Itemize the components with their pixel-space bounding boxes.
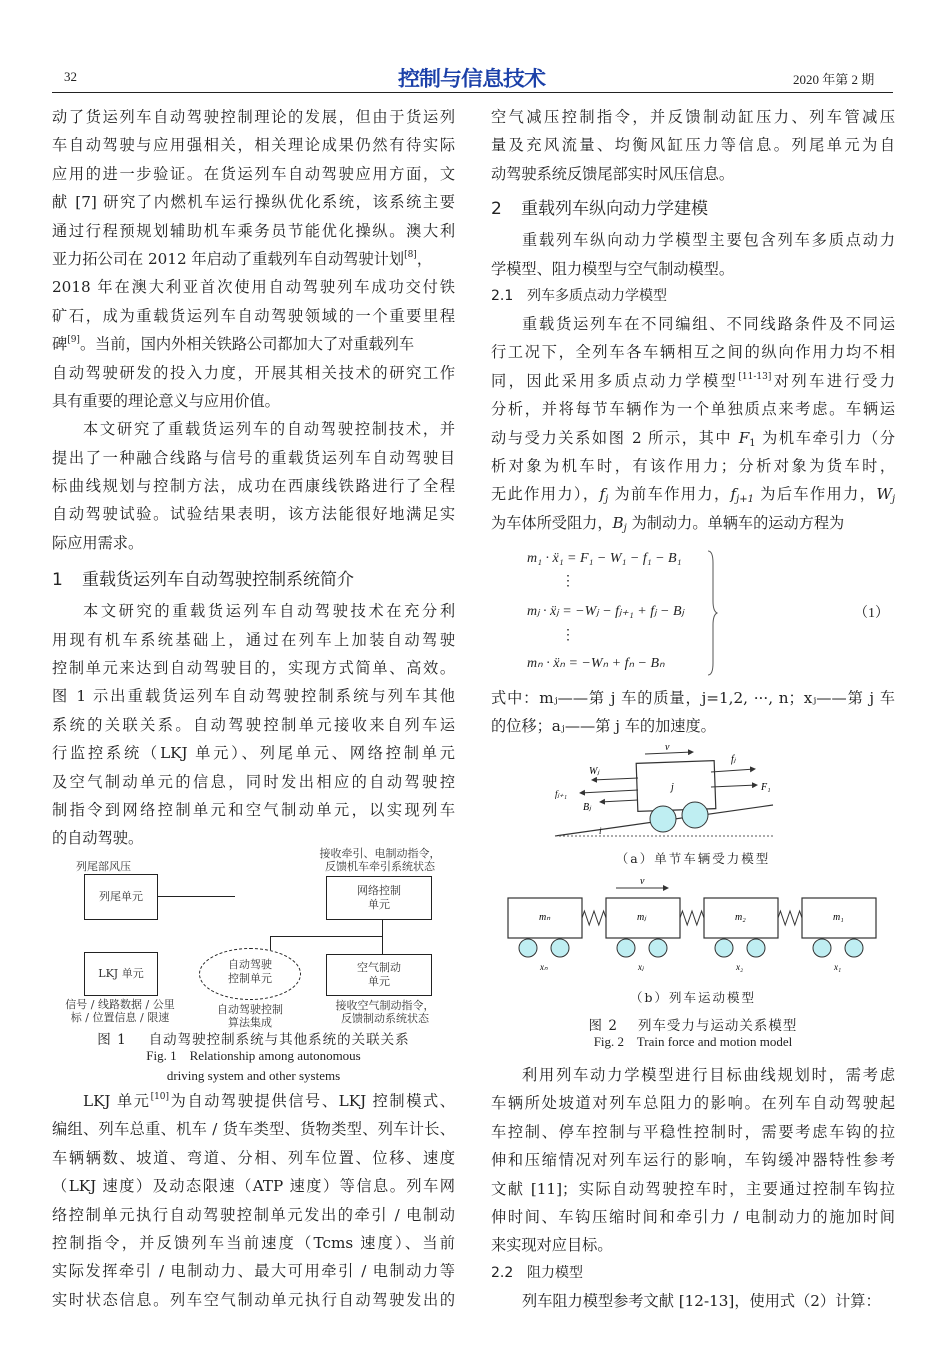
figure-title: 列车受力与运动关系模型 <box>637 1018 798 1034</box>
coupler-spring <box>680 911 704 925</box>
text: 为车体所受阻力， <box>491 513 613 532</box>
connector-line <box>270 936 383 937</box>
equation-ellipsis: ⋮ <box>561 574 575 589</box>
text-line <box>52 245 455 273</box>
text: 为前车作用力， <box>614 485 731 504</box>
header-rule <box>52 92 893 93</box>
tail-unit-label: 列尾单元 <box>99 890 143 903</box>
text-line: 及空气制动单元的信息，同时发出相应的自动驾驶控 <box>52 772 455 791</box>
text: 空气制动 <box>357 961 401 974</box>
text-line: 空气减压控制指令，并反馈制动缸压力、列车管减压 <box>491 108 895 126</box>
network-label-1: 接收牵引、电制动指令， <box>319 847 441 860</box>
equation-row-j: mⱼ · ẍⱼ = −Wⱼ − fⱼ₊₁ + fⱼ − Bⱼ <box>527 604 684 619</box>
lkj-unit-box <box>84 952 158 996</box>
text: 为制动力。单辆车的运动方程为 <box>631 513 845 532</box>
section-number: 1 <box>52 570 63 591</box>
wheel <box>715 939 733 957</box>
equation-1 <box>491 545 895 680</box>
text-line: 自动驾驶研发的投入力度，开展其相关技术的研究工作 <box>52 363 455 382</box>
citation: [8] <box>404 249 417 260</box>
text-line: 具有重要的理论意义与应用价值。 <box>52 391 280 410</box>
symbol-subscript: j <box>623 522 627 534</box>
section-heading-2-2 <box>491 1260 895 1287</box>
text-line: 分析，并将每节车辆作为一个单独质点来考虑。车辆运 <box>491 400 895 419</box>
text-line <box>491 480 895 508</box>
coupler-spring <box>582 911 606 925</box>
text-line <box>52 330 455 358</box>
figure-2b-train-diagram <box>500 876 895 986</box>
text-line: 车辆所处坡道对列车总阻力的影响。在列车自动驾驶起 <box>491 1094 895 1113</box>
text-line: 车控制、停车控制与平稳性控制时，需要考虑车钩的拉 <box>491 1122 895 1141</box>
text-line: 文献 [11]；实际自动驾驶控车时，主要通过控制车钩拉 <box>491 1179 895 1198</box>
text-line: 式中：mⱼ——第 j 车的质量，j=1,2, ···, n；xⱼ——第 j 车 <box>491 689 895 707</box>
issue-label: 2020 年第 2 期 <box>793 72 875 87</box>
car-body <box>636 761 716 812</box>
wheel <box>682 802 708 828</box>
section-heading-2 <box>491 192 895 226</box>
text: 单元 <box>368 898 390 911</box>
ato-label-1: 自动驾驶控制 <box>217 1003 283 1016</box>
equation-ellipsis: ⋮ <box>561 628 575 643</box>
car-mass-label: mₙ <box>539 912 551 923</box>
connector-line <box>270 936 271 950</box>
connector-line <box>158 896 235 897</box>
paragraph-intro <box>52 103 455 415</box>
text: 为机车牵引力（分 <box>762 428 896 447</box>
text-line: 伸时间、车钩压缩时间和牵引力 / 电制动力的施加时间 <box>491 1207 895 1226</box>
section-title: 列车多质点动力学模型 <box>527 287 667 304</box>
text-line: 实际发挥牵引 / 电制动力、最大可用牵引 / 电制动力等 <box>52 1262 455 1281</box>
symbol-subscript: j <box>891 494 896 506</box>
equation-row-n: mₙ · ẍₙ = −Wₙ + fₙ − Bₙ <box>527 656 665 671</box>
left-column <box>52 103 455 853</box>
text-line <box>491 424 895 452</box>
where-clause <box>491 684 895 741</box>
figure-title: 自动驾驶控制系统与其他系统的关联关系 <box>148 1032 410 1048</box>
ato-label-2: 算法集成 <box>228 1016 272 1029</box>
car-index-label: j <box>671 782 674 793</box>
wheel <box>617 939 635 957</box>
right-column-bottom <box>491 1061 895 1315</box>
text: 。当前，国内外相关铁路公司都加大了对重载列车 <box>79 335 415 354</box>
text-line: 提出了一种融合线路与信号的重载货运列车自动驾驶目 <box>52 448 455 467</box>
figure-2-caption-cn <box>491 1014 895 1034</box>
wheel <box>649 939 667 957</box>
lkj-label-2: 标 / 位置信息 / 限速 <box>70 1011 170 1024</box>
wheel <box>650 806 676 832</box>
rear-force-arrow <box>580 790 638 793</box>
air-label-1: 接收空气制动指令， <box>335 999 435 1012</box>
symbol: f <box>730 485 737 504</box>
text-line: 的自动驾驶。 <box>52 829 144 848</box>
text: 单元 <box>368 975 390 988</box>
network-unit-label <box>327 884 431 912</box>
citation: [10] <box>150 1092 170 1102</box>
figure-2a-single-car-diagram <box>545 742 795 844</box>
paragraph-scope <box>52 415 455 557</box>
wheel <box>813 939 831 957</box>
wheel <box>747 939 765 957</box>
text-line: 际应用需求。 <box>52 533 144 552</box>
text: ， <box>416 249 432 268</box>
text-line: 制指令到网络控制单元和空气制动单元，以实现列车 <box>52 800 455 819</box>
text-line: 应用的进一步验证。在货运列车自动驾驶应用方面，文 <box>52 164 455 183</box>
symbol-subscript: j+1 <box>736 494 754 506</box>
text-line: 控制单元来达到自动驾驶目的，实现方式简单、高效。 <box>52 659 455 678</box>
section-title: 重载列车纵向动力学建模 <box>521 199 708 220</box>
text-line <box>491 509 895 537</box>
tail-unit-box <box>84 874 158 920</box>
text-line: 图 1 示出重载货运列车自动驾驶控制系统与列车其他 <box>52 687 455 706</box>
text-line: （LKJ 速度）及动态限速（ATP 速度）等信息。列车网 <box>52 1177 455 1196</box>
symbol: F <box>738 428 750 447</box>
air-brake-unit-label <box>327 961 431 989</box>
text-line: 车辆辆数、坡道、弯道、分相、列车位置、位移、速度 <box>52 1148 455 1167</box>
car-position-label: x₁ <box>834 962 842 972</box>
rear-force-label: fⱼ₊₁ <box>555 789 567 799</box>
page-number: 32 <box>64 69 77 84</box>
section-heading-2-1 <box>491 283 895 310</box>
right-column <box>491 103 895 537</box>
coupler-spring <box>778 911 802 925</box>
car-position-label: x₂ <box>736 962 744 972</box>
text-line: 献 [7] 研究了内燃机车运行操纵优化系统，该系统主要 <box>52 193 455 212</box>
text-line: 自动驾驶试验。试验结果表明，该方法能很好地满足实 <box>52 505 455 524</box>
symbol: f <box>599 485 606 504</box>
text-line: 的位移；aⱼ——第 j 车的加速度。 <box>491 717 716 736</box>
text-line: 利用列车动力学模型进行目标曲线规划时，需考虑 <box>522 1066 895 1084</box>
text: 同，因此采用多质点动力学模型 <box>491 371 739 390</box>
text-line <box>52 1087 455 1115</box>
text-line: 实时状态信息。列车空气制动单元执行自动驾驶发出的 <box>52 1290 455 1309</box>
text-line: 本文研究了重载货运列车的自动驾驶控制技术，并 <box>83 420 455 439</box>
figure-number: 图 2 <box>588 1018 618 1034</box>
section-title: 重载货运列车自动驾驶控制系统简介 <box>82 570 354 591</box>
brake-force-arrow <box>600 800 638 802</box>
slope-angle-label: i <box>599 826 602 836</box>
text: 为后车作用力， <box>760 485 877 504</box>
car-position-label: xₙ <box>540 962 548 972</box>
ato-unit-ellipse <box>199 948 301 1000</box>
text-line: 矿石，成为重载货运列车自动驾驶领域的一个重要里程 <box>52 306 455 325</box>
section-number: 2.1 <box>491 287 514 304</box>
lkj-unit-label: LKJ 单元 <box>98 967 144 980</box>
text-line: 学模型、阻力模型与空气制动模型。 <box>491 259 734 278</box>
front-force-arrow <box>711 769 755 772</box>
text-line: 来实现对应目标。 <box>491 1236 613 1255</box>
figure-1-caption-en-2: driving system and other systems <box>166 1068 341 1083</box>
text-line: 2018 年在澳大利亚首次使用自动驾驶列车成功交付铁 <box>52 278 455 297</box>
citation: [11-13] <box>738 371 772 382</box>
text: LKJ 单元 <box>83 1092 151 1110</box>
air-brake-unit-box <box>326 954 432 996</box>
text-line: 络控制单元执行自动驾驶控制单元发出的牵引 / 电制动 <box>52 1205 455 1224</box>
section-number: 2.2 <box>491 1264 514 1281</box>
text: 无此作用力）， <box>491 485 600 504</box>
text: 亚力拓公司在 2012 年启动了重载列车自动驾驶计划 <box>52 249 405 268</box>
car-position-label: xⱼ <box>638 962 644 972</box>
car-mass-label: mⱼ <box>637 912 646 923</box>
equation-row-1: m₁ · ẍ₁ = F₁ − W₁ − f₁ − B₁ <box>527 551 682 566</box>
lkj-label-1: 信号 / 线路数据 / 公里 <box>65 998 175 1011</box>
tail-pressure-label: 列尾部风压 <box>76 860 131 873</box>
air-label-2: 反馈制动系统状态 <box>341 1012 429 1025</box>
right-brace-icon <box>706 549 718 677</box>
symbol: B <box>612 513 624 532</box>
text: 对列车进行受力 <box>771 371 896 390</box>
velocity-label: v <box>640 876 645 887</box>
resistance-arrow <box>592 778 638 780</box>
text-line: 控制指令，并反馈列车当前速度（Tcms 速度）、当前 <box>52 1233 455 1252</box>
text-line: 系统的关联关系。自动驾驶控制单元接收来自列车运 <box>52 715 455 734</box>
text: 碑 <box>52 335 68 354</box>
text-line: 伸和压缩情况对列车运行的影响，车钩缓冲器特性参考 <box>491 1151 895 1170</box>
figure-2b-caption: （b）列车运动模型 <box>629 990 756 1005</box>
citation: [9] <box>67 335 80 346</box>
text: 自动驾驶 <box>228 958 272 971</box>
section-title: 阻力模型 <box>527 1264 583 1281</box>
figure-number: 图 1 <box>97 1032 127 1048</box>
text: 网络控制 <box>357 884 401 897</box>
text-line: 行监控系统（LKJ 单元）、列尾单元、网络控制单元 <box>52 744 455 763</box>
text-line: 析对象为机车时，有该作用力；分析对象为货车时， <box>491 456 895 475</box>
section-number: 2 <box>491 199 502 220</box>
text-line: 动了货运列车自动驾驶控制理论的发展，但由于货运列 <box>52 108 455 126</box>
left-column-bottom <box>52 1087 455 1314</box>
journal-logo: 控制与信息技术 <box>398 67 546 91</box>
text-line <box>491 367 895 395</box>
equation-number: （1） <box>854 606 889 621</box>
text-line: 行工况下，全列车各车辆相互之间的纵向作用力均不相 <box>491 343 895 362</box>
section-heading-1 <box>52 563 455 597</box>
text-line: 通过行程预规划辅助机车乘务员节能优化操纵。澳大利 <box>52 221 455 240</box>
velocity-label: v <box>665 742 670 753</box>
network-label-2: 反馈机车牵引系统状态 <box>325 860 435 873</box>
wheel <box>519 939 537 957</box>
paragraph-system <box>52 597 455 853</box>
text-line: 列车阻力模型参考文献 [12-13]，使用式（2）计算： <box>522 1291 881 1310</box>
text-line: 动驾驶系统反馈尾部实时风压信息。 <box>491 164 734 183</box>
text-line: 用现有机车系统基础上，通过在列车上加装自动驾驶 <box>52 630 455 649</box>
figure-2-caption-en: Fig. 2 Train force and motion model <box>593 1034 793 1049</box>
brake-force-label: Bⱼ <box>583 802 591 813</box>
wheel <box>845 939 863 957</box>
resistance-label: Wⱼ <box>589 766 600 777</box>
network-unit-box <box>326 876 432 920</box>
text: 动与受力关系如图 2 所示，其中 <box>491 428 733 447</box>
symbol-subscript: 1 <box>749 437 756 449</box>
car-mass-label: m₂ <box>735 912 746 923</box>
front-force-label: fⱼ <box>731 754 736 765</box>
text: 为自动驾驶提供信号、LKJ 控制模式、 <box>169 1092 455 1110</box>
traction-label: F₁ <box>761 782 771 793</box>
text-line: 编组、列车总重、机车 / 货车类型、货物类型、列车计长、 <box>52 1120 455 1139</box>
text-line: 本文研究的重载货运列车自动驾驶技术在充分利 <box>83 602 455 621</box>
text-line: 车自动驾驶与应用强相关，相关理论成果仍然有待实际 <box>52 136 455 155</box>
text-line: 标曲线规划与控制方法，成功在西康线铁路进行了全程 <box>52 477 455 496</box>
wheel <box>551 939 569 957</box>
text-line: 量及充风流量、均衡风缸压力等信息。列尾单元为自 <box>491 136 895 155</box>
figure-2a-caption: （a）单节车辆受力模型 <box>615 851 771 866</box>
text-line: 重载列车纵向动力学模型主要包含列车多质点动力 <box>522 231 895 250</box>
ato-unit-label <box>200 958 300 986</box>
figure-1-caption-cn <box>52 1028 455 1048</box>
figure-1-diagram <box>60 846 455 1031</box>
figure-1-caption-en-1: Fig. 1 Relationship among autonomous <box>146 1048 361 1063</box>
symbol-subscript: j <box>605 494 609 506</box>
traction-arrow <box>711 785 757 787</box>
text: 控制单元 <box>228 972 272 985</box>
symbol: W <box>876 485 892 504</box>
text-line: 重载货运列车在不同编组、不同线路条件及不同运 <box>522 314 895 333</box>
car-mass-label: m₁ <box>833 912 844 923</box>
